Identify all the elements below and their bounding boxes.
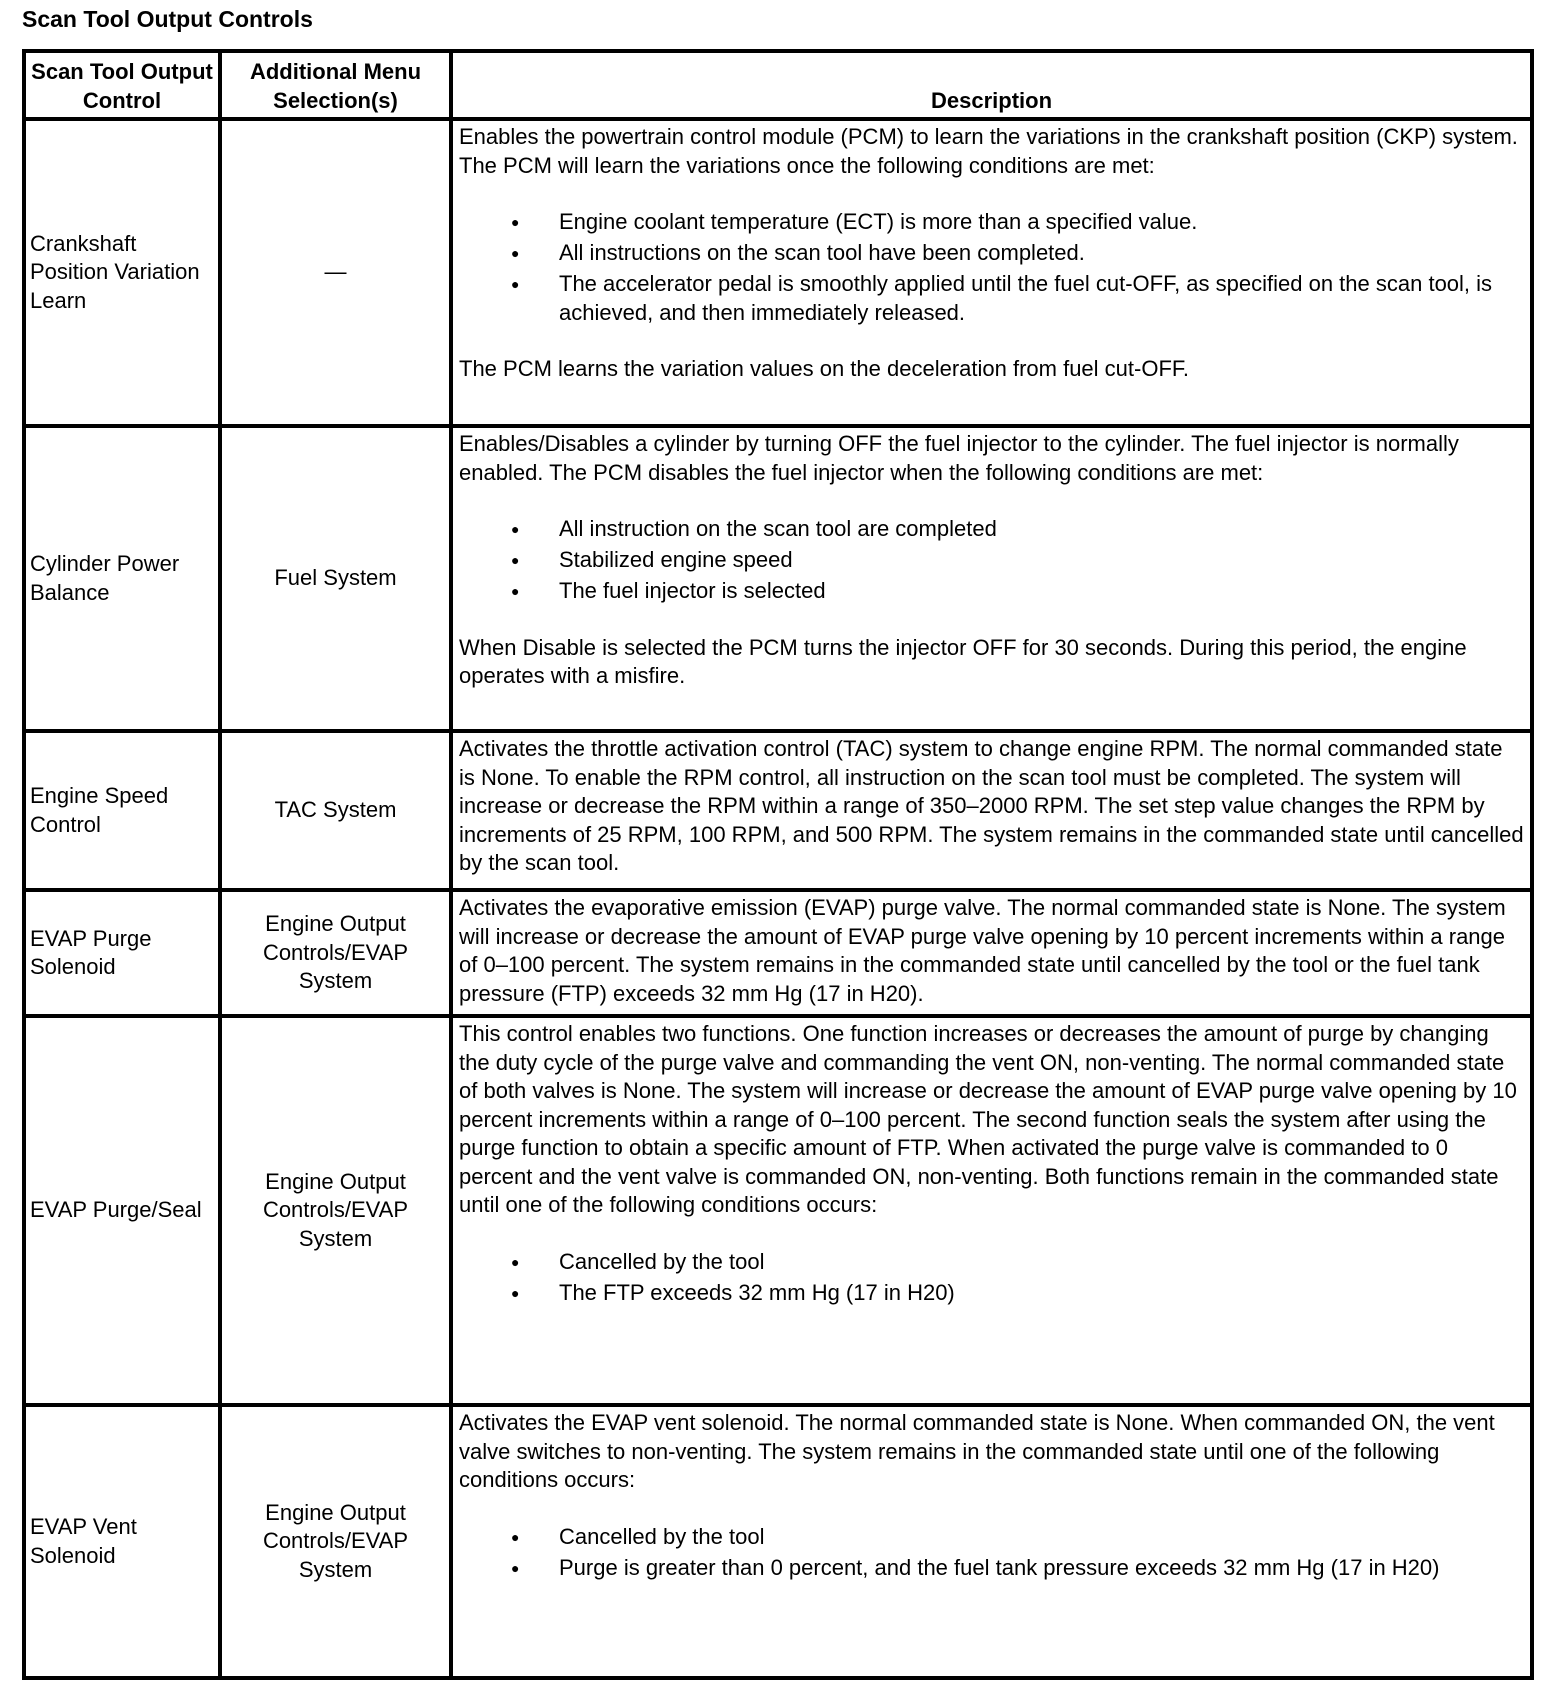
- list-item-text: Engine coolant temperature (ECT) is more than a specified value.: [559, 209, 1198, 234]
- list-item: [459, 270, 1524, 327]
- list-item-text: Stabilized engine speed: [559, 547, 793, 572]
- list-item-text: The fuel injector is selected: [559, 578, 826, 603]
- list-item: [459, 546, 1524, 575]
- bullet-icon: ●: [511, 276, 520, 292]
- menu-selection: —: [220, 119, 451, 426]
- list-item-text: All instructions on the scan tool have been completed.: [559, 240, 1085, 265]
- menu-selection: Engine Output Controls/EVAP System: [220, 890, 451, 1016]
- description-cell: [451, 119, 1532, 426]
- list-item: [459, 1523, 1524, 1552]
- table-row: [24, 731, 1532, 890]
- output-controls-table: [22, 49, 1534, 1680]
- description-cell: [451, 426, 1532, 731]
- bullet-icon: ●: [511, 552, 520, 568]
- output-control-name: EVAP Purge Solenoid: [24, 890, 220, 1016]
- conditions-list: [459, 1248, 1524, 1308]
- conditions-list: [459, 208, 1524, 327]
- output-control-name: Cylinder Power Balance: [24, 426, 220, 731]
- bullet-icon: ●: [511, 521, 520, 537]
- list-item: [459, 515, 1524, 544]
- table-row: [24, 890, 1532, 1016]
- output-control-name: Crankshaft Position Variation Learn: [24, 119, 220, 426]
- header-menu-selection: Additional Menu Selection(s): [220, 51, 451, 119]
- list-item: [459, 1248, 1524, 1277]
- description-outro: When Disable is selected the PCM turns the injector OFF for 30 seconds. During this period, the engine operates with a misfire.: [459, 634, 1467, 688]
- bullet-icon: ●: [511, 1528, 520, 1545]
- output-control-name: EVAP Vent Solenoid: [24, 1405, 220, 1678]
- table-row: [24, 119, 1532, 426]
- description-cell: [451, 1016, 1532, 1405]
- list-item: [459, 239, 1524, 268]
- table-row: [24, 426, 1532, 731]
- conditions-list: [459, 515, 1524, 606]
- header-description: Description: [451, 51, 1532, 119]
- description-intro: Enables the powertrain control module (PCM) to learn the variations in the crankshaft position (CKP) system. The PCM will learn the variations once the following conditions are met:: [459, 124, 1518, 178]
- list-item: [459, 1279, 1524, 1308]
- description-cell: [451, 731, 1532, 890]
- header-output-control: Scan Tool Output Control: [24, 51, 220, 119]
- list-item-text: All instruction on the scan tool are completed: [559, 516, 997, 541]
- list-item-text: Cancelled by the tool: [559, 1248, 765, 1274]
- menu-selection: Fuel System: [220, 426, 451, 731]
- bullet-icon: ●: [511, 245, 520, 261]
- menu-selection: TAC System: [220, 731, 451, 890]
- list-item: [459, 1554, 1524, 1583]
- table-header-row: [24, 51, 1532, 119]
- bullet-icon: ●: [511, 1253, 520, 1270]
- bullet-icon: ●: [511, 214, 520, 230]
- output-control-name: EVAP Purge/Seal: [24, 1016, 220, 1405]
- list-item: [459, 208, 1524, 237]
- list-item-text: Cancelled by the tool: [559, 1523, 765, 1549]
- description-intro: Activates the throttle activation control (TAC) system to change engine RPM. The normal commanded state is None. To enable the RPM control, all instruction on the scan tool must be completed. The system will increase or decrease the RPM within a range of 350–2000 RPM. The set step value changes the RPM by increments of 25 RPM, 100 RPM, and 500 RPM. The system remains in the commanded state until cancelled by the scan tool.: [459, 736, 1524, 875]
- description-cell: [451, 890, 1532, 1016]
- table-row: [24, 1405, 1532, 1678]
- description-outro: The PCM learns the variation values on the deceleration from fuel cut-OFF.: [459, 356, 1190, 381]
- bullet-icon: ●: [511, 1284, 520, 1301]
- list-item-text: The accelerator pedal is smoothly applied until the fuel cut-OFF, as specified on the scan tool, is achieved, and then immediately released.: [559, 271, 1493, 325]
- description-intro: Enables/Disables a cylinder by turning OFF the fuel injector to the cylinder. The fuel injector is normally enabled. The PCM disables the fuel injector when the following conditions are met:: [459, 431, 1459, 485]
- description-cell: [451, 1405, 1532, 1678]
- list-item-text: Purge is greater than 0 percent, and the fuel tank pressure exceeds 32 mm Hg (17 in H20): [559, 1554, 1440, 1580]
- conditions-list: [459, 1523, 1524, 1583]
- page-title: Scan Tool Output Controls: [22, 6, 313, 32]
- bullet-icon: ●: [511, 583, 520, 599]
- table-row: [24, 1016, 1532, 1405]
- list-item: [459, 577, 1524, 606]
- description-intro: Activates the evaporative emission (EVAP) purge valve. The normal commanded state is None. The system will increase or decrease the amount of EVAP purge valve opening by 10 percent increments within a range of 0–100 percent. The system remains in the commanded state until cancelled by the tool or the fuel tank pressure (FTP) exceeds 32 mm Hg (17 in H20).: [459, 895, 1506, 1006]
- description-intro: This control enables two functions. One function increases or decreases the amount of purge by changing the duty cycle of the purge valve and commanding the vent ON, non-venting. The normal commanded state of both valves is None. The system will increase or decrease the amount of EVAP purge valve opening by 10 percent increments within a range of 0–100 percent. The second function seals the system after using the purge function to obtain a specific amount of FTP. When activated the purge valve is commanded to 0 percent and the vent valve is commanded ON, non-venting. Both functions remain in the commanded state until one of the following conditions occurs:: [459, 1021, 1517, 1217]
- description-intro: Activates the EVAP vent solenoid. The normal commanded state is None. When commanded ON, the vent valve switches to non-venting. The system remains in the commanded state until one of the following conditions occurs:: [459, 1410, 1495, 1492]
- list-item-text: The FTP exceeds 32 mm Hg (17 in H20): [559, 1279, 955, 1305]
- output-control-name: Engine Speed Control: [24, 731, 220, 890]
- bullet-icon: ●: [511, 1559, 520, 1576]
- menu-selection: Engine Output Controls/EVAP System: [220, 1405, 451, 1678]
- menu-selection: Engine Output Controls/EVAP System: [220, 1016, 451, 1405]
